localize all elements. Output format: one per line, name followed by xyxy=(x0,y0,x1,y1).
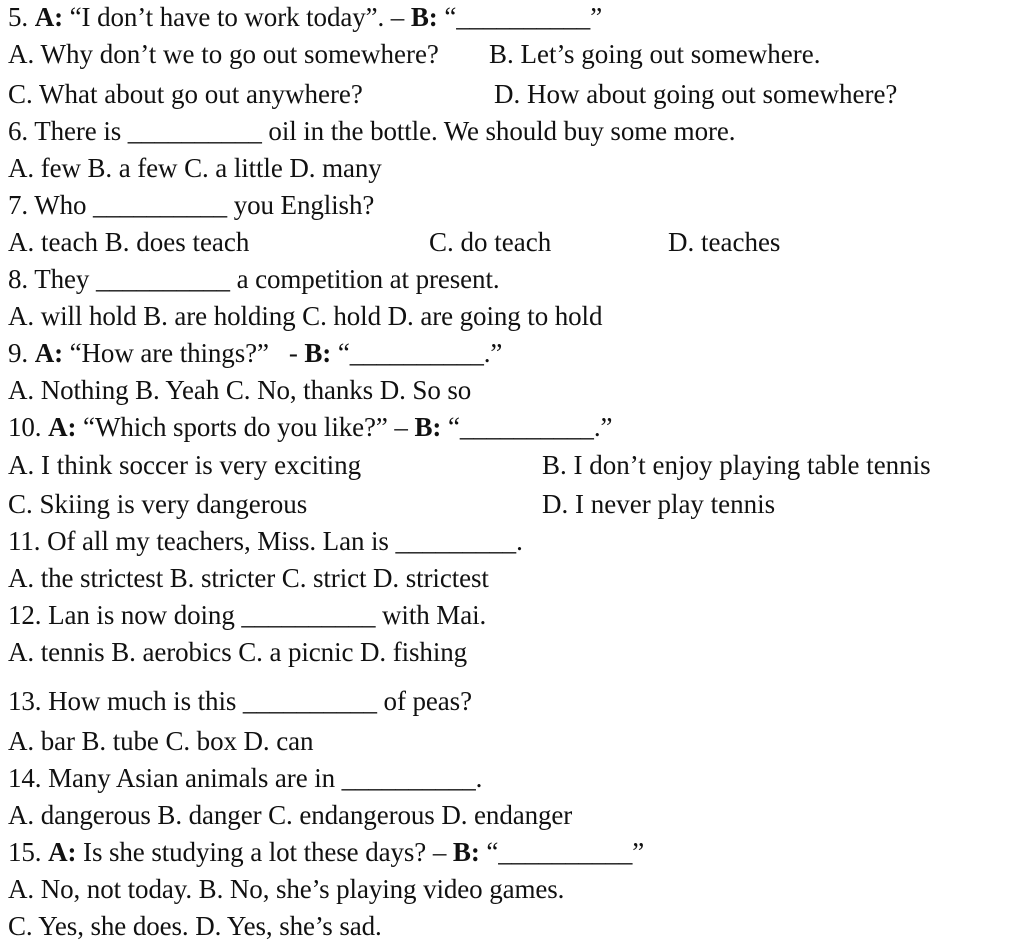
q15-options-ab: A. No, not today. B. No, she’s playing video games. xyxy=(8,874,565,904)
q8-options: A. will hold B. are holding C. hold D. are going to hold xyxy=(8,301,603,331)
question-11: 11. Of all my teachers, Miss. Lan is _________. xyxy=(8,526,523,556)
question-10 xyxy=(8,414,612,441)
question-5 xyxy=(8,4,602,31)
q10-option-c: C. Skiing is very dangerous xyxy=(8,489,308,519)
q15-speaker-a: A: xyxy=(48,837,77,867)
question-7: 7. Who __________ you English? xyxy=(8,190,375,220)
q11-options: A. the strictest B. stricter C. strict D. strictest xyxy=(8,563,489,593)
q5-option-a: A. Why don’t we to go out somewhere? xyxy=(8,39,439,69)
q10-number: 10. xyxy=(8,412,49,442)
q10-option-d: D. I never play tennis xyxy=(542,489,776,519)
q10-text: “Which sports do you like?” – xyxy=(76,412,415,442)
q9-speaker-b: B: xyxy=(304,338,332,368)
q7-option-c: C. do teach xyxy=(429,227,552,257)
question-12: 12. Lan is now doing __________ with Mai. xyxy=(8,600,487,630)
q9-number: 9. xyxy=(8,338,35,368)
q9-text: “How are things?” - xyxy=(63,338,305,368)
q9-options: A. Nothing B. Yeah C. No, thanks D. So so xyxy=(8,375,472,405)
question-14: 14. Many Asian animals are in __________. xyxy=(8,763,483,793)
q15-blank: “__________” xyxy=(479,837,645,867)
q10-option-a: A. I think soccer is very exciting xyxy=(8,450,362,480)
question-6: 6. There is __________ oil in the bottle. We should buy some more. xyxy=(8,116,736,146)
q5-option-d: D. How about going out somewhere? xyxy=(494,79,898,109)
q6-options: A. few B. a few C. a little D. many xyxy=(8,153,382,183)
question-13: 13. How much is this __________ of peas? xyxy=(8,686,472,716)
q5-number: 5. xyxy=(8,2,35,32)
q15-speaker-b: B: xyxy=(452,837,480,867)
q10-blank: “__________.” xyxy=(441,412,613,442)
q10-option-b: B. I don’t enjoy playing table tennis xyxy=(542,450,931,480)
q10-speaker-a: A: xyxy=(48,412,77,442)
q14-options: A. dangerous B. danger C. endangerous D. endanger xyxy=(8,800,573,830)
q5-speaker-b: B: xyxy=(410,2,438,32)
q15-text: Is she studying a lot these days? – xyxy=(76,837,453,867)
q15-options-cd: C. Yes, she does. D. Yes, she’s sad. xyxy=(8,911,382,941)
q9-speaker-a: A: xyxy=(34,338,63,368)
q7-options-ab: A. teach B. does teach xyxy=(8,227,250,257)
q10-speaker-b: B: xyxy=(414,412,442,442)
q5-speaker-a: A: xyxy=(34,2,63,32)
q5-text: “I don’t have to work today”. – xyxy=(63,2,411,32)
q7-option-d: D. teaches xyxy=(668,227,781,257)
q9-blank: “__________.” xyxy=(331,338,503,368)
q5-blank: “__________” xyxy=(437,2,603,32)
q5-option-c: C. What about go out anywhere? xyxy=(8,79,363,109)
question-15 xyxy=(8,839,644,866)
q15-number: 15. xyxy=(8,837,49,867)
q5-option-b: B. Let’s going out somewhere. xyxy=(489,39,821,69)
q13-options: A. bar B. tube C. box D. can xyxy=(8,726,314,756)
question-8: 8. They __________ a competition at present. xyxy=(8,264,500,294)
q12-options: A. tennis B. aerobics C. a picnic D. fishing xyxy=(8,637,468,667)
question-9 xyxy=(8,340,502,367)
